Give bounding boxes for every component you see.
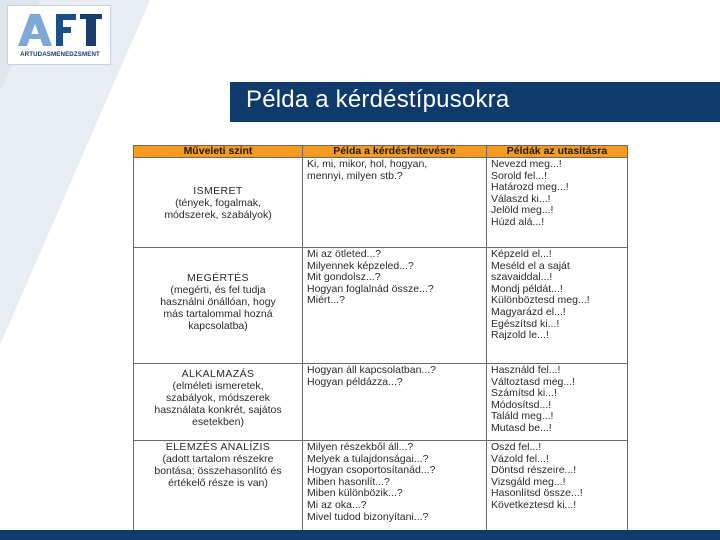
company-logo [7, 5, 111, 65]
column-header: Műveleti szint [134, 146, 303, 158]
level-description: kapcsolatba) [188, 320, 248, 332]
questions-cell [303, 364, 487, 441]
instruction-text: Különböztesd meg...! [491, 295, 590, 307]
instruction-text: Határozd meg...! [491, 182, 569, 194]
level-name: ALKALMAZÁS [181, 368, 255, 380]
instructions-cell [487, 158, 628, 248]
instructions-cell [487, 248, 628, 364]
level-description: (tények, fogalmak, [175, 197, 261, 209]
level-cell [134, 364, 303, 441]
question-text: Mivel tudod bizonyítani...? [307, 511, 429, 523]
table-row [134, 441, 628, 531]
instruction-text: Találd meg...! [491, 411, 554, 423]
instruction-text: Számítsd ki...! [491, 388, 557, 400]
instruction-text: Oszd fel...! [491, 442, 542, 453]
questions-cell [303, 248, 487, 364]
level-description: (elméleti ismeretek, [172, 380, 264, 392]
question-text: Ki, mi, mikor, hol, hogyan, [307, 159, 428, 170]
question-text: Hogyan foglalnád össze...? [307, 283, 434, 295]
question-text: Milyen részekből áll...? [307, 442, 414, 453]
table-row [134, 364, 628, 441]
level-cell [134, 248, 303, 364]
instruction-text: Egészítsd ki...! [491, 318, 560, 330]
instruction-text: Módosítsd...! [491, 399, 552, 411]
instruction-text: Vázold fel...! [491, 453, 549, 465]
level-cell [134, 158, 303, 248]
instruction-text: Válaszd ki...! [491, 193, 551, 205]
instruction-text: Képzeld el...! [491, 249, 552, 260]
logo-letters-icon [16, 12, 104, 48]
level-description: bontása; összehasonlító és [154, 465, 282, 477]
question-text: Hogyan áll kapcsolatban...? [307, 365, 436, 376]
logo-tagline: ARTUDASMENEDZSMENT [20, 51, 100, 58]
instruction-text: Meséld el a saját [491, 260, 570, 272]
instruction-text: Jelöld meg...! [491, 205, 554, 217]
level-description: értékelő része is van) [168, 477, 268, 489]
title-bar [227, 82, 720, 122]
question-text: Hogyan csoportosítanád...? [307, 465, 436, 477]
instruction-text: Vizsgáld meg...! [491, 476, 566, 488]
question-text: Mi az oka...? [307, 499, 367, 511]
instruction-text: Változtasd meg...! [491, 376, 576, 388]
level-name: ELEMZÉS ANALÍZIS [165, 441, 271, 453]
question-text: Miben különbözik...? [307, 488, 403, 500]
instruction-text: Rajzold le...! [491, 330, 549, 342]
instruction-text: Használd fel...! [491, 365, 561, 376]
instruction-text: Mondj példát...! [491, 283, 563, 295]
instructions-cell [487, 364, 628, 441]
questions-cell [303, 158, 487, 248]
slide-title: Példa a kérdéstípusokra [246, 86, 510, 113]
level-cell [134, 441, 303, 531]
footer-bar [0, 530, 720, 540]
instruction-text: Nevezd meg...! [491, 159, 562, 170]
question-text: Miben hasonlít...? [307, 476, 390, 488]
instruction-text: Húzd alá...! [491, 216, 545, 228]
level-name: MEGÉRTÉS [187, 272, 249, 284]
question-types-table [133, 145, 628, 531]
level-description: más tartalommal hozná [163, 308, 273, 320]
question-text: Mi az ötleted...? [307, 249, 382, 260]
question-text: Hogyan példázza...? [307, 376, 403, 388]
question-text: Melyek a tulajdonságai...? [307, 453, 429, 465]
level-name: ISMERET [193, 185, 243, 197]
column-header: Példák az utasításra [487, 146, 628, 158]
instruction-text: szavaiddal...! [491, 272, 553, 284]
level-description: módszerek, szabályok) [164, 209, 272, 221]
question-text: Miért...? [307, 295, 345, 307]
questions-cell [303, 441, 487, 531]
table-row [134, 248, 628, 364]
column-header: Példa a kérdésfeltevésre [303, 146, 487, 158]
instruction-text: Magyarázd el...! [491, 306, 566, 318]
level-description: használni önállóan, hogy [160, 296, 276, 308]
instruction-text: Hasonlítsd össze...! [491, 488, 583, 500]
instruction-text: Sorold fel...! [491, 170, 548, 182]
question-text: Mit gondolsz...? [307, 272, 381, 284]
level-description: (adott tartalom részekre [162, 453, 274, 465]
instructions-cell [487, 441, 628, 531]
instruction-text: Mutasd be...! [491, 422, 552, 434]
level-description: (megérti, és fel tudja [170, 284, 266, 296]
instruction-text: Döntsd részeire...! [491, 465, 577, 477]
table-row [134, 158, 628, 248]
level-description: használata konkrét, sajátos [154, 404, 282, 416]
question-text: Milyennek képzeled...? [307, 260, 414, 272]
instruction-text: Következtesd ki...! [491, 499, 577, 511]
question-text: mennyi, milyen stb.? [307, 170, 403, 182]
level-description: esetekben) [192, 416, 244, 428]
table-header-row [134, 146, 628, 158]
level-description: szabályok, módszerek [166, 392, 270, 404]
